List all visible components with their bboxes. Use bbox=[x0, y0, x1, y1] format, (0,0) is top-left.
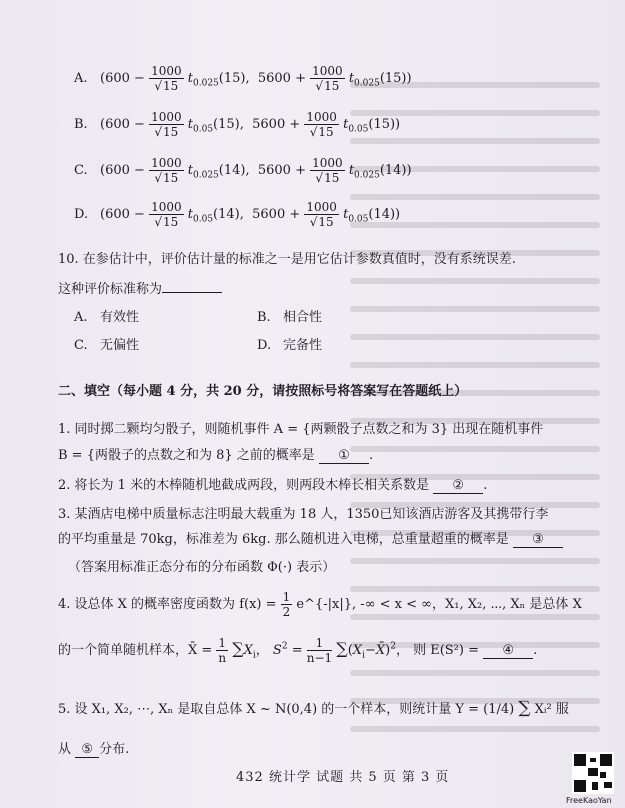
q1-line1: 1. 同时掷二颗均匀骰子，则随机事件 A = {两颗骰子点数之和为 3} 出现在随机事件 bbox=[58, 422, 544, 437]
q9-option-c: C. (600 − $\frac{1000}{√15}$ $t_{0.025}(14)$, 5600 + $\frac{1000}{√15}$ $t_{0.025}(14)$) bbox=[74, 156, 412, 185]
q2-text: 2. 将长为 1 米的木棒随机地截成两段，则两段木棒长相关系数是 ② . bbox=[58, 478, 488, 493]
q10-line1: 10. 在参估计中，评价估计量的标准之一是用它估计参数真值时，没有系统误差. bbox=[58, 252, 516, 267]
q9-option-b: B. (600 − $\frac{1000}{√15}$ $t_{0.05}(15)$, 5600 + $\frac{1000}{√15}$ $t_{0.05}(15)$) bbox=[74, 110, 401, 139]
q10-option-b: B. 相合性 bbox=[257, 310, 323, 325]
q1-line2: B = {两骰子的点数之和为 8} 之前的概率是 ① . bbox=[58, 448, 374, 463]
qr-code-icon bbox=[572, 752, 614, 794]
q5-line1: 5. 设 X₁, X₂, ⋯, Xₙ 是取自总体 X ~ N(0,4) 的一个样本，则统计量 Y = (1/4) ∑ Xᵢ² 服 bbox=[58, 698, 569, 718]
q10-option-c: C. 无偏性 bbox=[74, 338, 140, 353]
q3-line2: 的平均重量是 70kg，标准差为 6kg. 那么随机进入电梯，总重量超重的概率是 ③ bbox=[58, 528, 563, 548]
q5-line2: 从 ⑤ 分布. bbox=[58, 742, 130, 757]
section2-title: 二、填空（每小题 4 分，共 20 分，请按照标号将答案写在答题纸上） bbox=[58, 384, 468, 399]
brand-label: FreeKaoYan bbox=[566, 796, 612, 805]
q3-line3: （答案用标准正态分布的分布函数 Φ(·) 表示） bbox=[68, 560, 336, 575]
q3-line1: 3. 某酒店电梯中质量标志注明最大载重为 18 人，1350已知该酒店游客及其携带行李 bbox=[58, 507, 549, 522]
q4-density-fraction: $\frac{1}{2}$ bbox=[282, 590, 291, 619]
q9-option-d: D. (600 − $\frac{1000}{√15}$ $t_{0.05}(14)$, 5600 + $\frac{1000}{√15}$ $t_{0.05}(14)$) bbox=[74, 200, 401, 229]
q4-line1: 4. 设总体 X 的概率密度函数为 f(x) = $\frac{1}{2}$ e^{-|x|}, -∞ < x < ∞，X₁, X₂, ⋯, Xₙ 是总体 X bbox=[58, 590, 582, 619]
q9-option-a: A. (600 − $\frac{1000}{√15}$ $t_{0.025}(15)$, 5600 + $\frac{1000}{√15}$ $t_{0.025}(15)$) bbox=[74, 64, 412, 93]
q10-option-a: A. 有效性 bbox=[74, 310, 140, 325]
q10-line2: 这种评价标准称为 bbox=[58, 278, 222, 297]
q4-line2: 的一个简单随机样本，X̄ = $\frac{1}{n}$ $\sum X_i$， $S^2$ = $\frac{1}{n-1}$ $\sum(X_i-X̄)^2$， 则 E(S²) = ④ . bbox=[58, 636, 538, 665]
q10-option-d: D. 完备性 bbox=[257, 338, 323, 353]
page-footer: 432 统计学 试题 共 5 页 第 3 页 bbox=[236, 770, 450, 785]
